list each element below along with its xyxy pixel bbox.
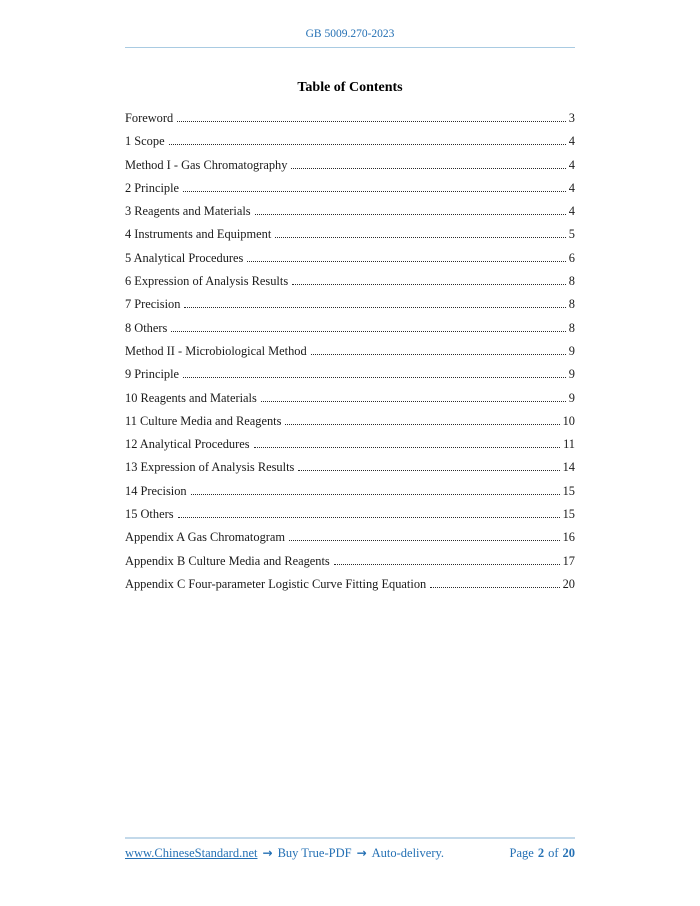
toc-leader-dots: [183, 191, 566, 192]
toc-leader-dots: [255, 214, 566, 215]
toc-leader-dots: [298, 470, 559, 471]
toc-entry-page-number: 4: [568, 134, 575, 149]
toc-entry-page-number: 9: [568, 367, 575, 382]
buy-true-pdf-label: Buy True-PDF: [277, 846, 352, 860]
website-link[interactable]: www.ChineseStandard.net: [125, 846, 258, 860]
document-footer: [125, 846, 575, 861]
toc-entry-page-number: 8: [568, 297, 575, 312]
toc-entry: [125, 577, 575, 600]
page-title: Table of Contents: [297, 80, 403, 95]
toc-entry-label: 8 Others: [125, 320, 168, 335]
toc-leader-dots: [292, 284, 566, 285]
toc-leader-dots: [291, 168, 565, 169]
toc-entry-label: 12 Analytical Procedures: [125, 437, 250, 452]
toc-leader-dots: [261, 401, 566, 402]
footer-divider: [125, 837, 575, 839]
toc-leader-dots: [285, 424, 559, 425]
total-pages-number: 20: [562, 846, 575, 860]
doc-number: GB 5009.270-2023: [305, 28, 395, 40]
toc-entry: [125, 460, 575, 483]
toc-entry-label: 2 Principle: [125, 180, 180, 195]
toc-leader-dots: [171, 331, 565, 332]
toc-entry-page-number: 4: [568, 157, 575, 172]
toc-entry-page-number: 15: [562, 507, 575, 522]
toc-entry: [125, 227, 575, 250]
toc-entry-page-number: 10: [562, 413, 575, 428]
toc-entry-label: 13 Expression of Analysis Results: [125, 460, 295, 475]
toc-entry-page-number: 17: [562, 553, 575, 568]
toc-entry-label: Appendix C Four-parameter Logistic Curve Fitting Equation: [125, 576, 427, 591]
toc-entry-page-number: 4: [568, 180, 575, 195]
toc-entry-page-number: 5: [568, 227, 575, 242]
toc-entry-label: 6 Expression of Analysis Results: [125, 274, 289, 289]
toc-entry-label: 1 Scope: [125, 134, 165, 149]
toc-entry-label: 4 Instruments and Equipment: [125, 227, 272, 242]
toc-leader-dots: [191, 494, 560, 495]
toc-entry-label: Appendix A Gas Chromatogram: [125, 530, 286, 545]
toc-entry: [125, 437, 575, 460]
toc-leader-dots: [183, 377, 566, 378]
toc-leader-dots: [177, 121, 566, 122]
toc-entry-page-number: 9: [568, 343, 575, 358]
toc-leader-dots: [289, 540, 560, 541]
toc-entry-page-number: 20: [562, 576, 575, 591]
toc-leader-dots: [334, 564, 560, 565]
toc-entry-label: Appendix B Culture Media and Reagents: [125, 553, 330, 568]
toc-entry: [125, 507, 575, 530]
toc-entry-label: 14 Precision: [125, 483, 187, 498]
toc-entry-page-number: 8: [568, 320, 575, 335]
header-divider: [125, 47, 575, 48]
toc-entry: [125, 181, 575, 204]
toc-entry: [125, 158, 575, 181]
toc-entry: [125, 484, 575, 507]
toc-leader-dots: [178, 517, 560, 518]
toc-entry-page-number: 8: [568, 274, 575, 289]
toc-entry: [125, 204, 575, 227]
toc-entry: [125, 344, 575, 367]
toc-entry-label: 15 Others: [125, 507, 174, 522]
toc-entry-label: Method II - Microbiological Method: [125, 343, 307, 358]
toc-entry: [125, 251, 575, 274]
toc-leader-dots: [247, 261, 565, 262]
toc-entry: [125, 530, 575, 553]
toc-entry-label: 5 Analytical Procedures: [125, 250, 244, 265]
toc-entry: [125, 111, 575, 134]
toc-leader-dots: [430, 587, 559, 588]
toc-leader-dots: [311, 354, 566, 355]
toc-entry-page-number: 4: [568, 204, 575, 219]
page-word: Page: [509, 846, 534, 860]
toc-entry-page-number: 9: [568, 390, 575, 405]
toc-entry-page-number: 11: [563, 437, 575, 452]
toc-entry: [125, 554, 575, 577]
footer-promo: [125, 846, 444, 861]
toc-entry-page-number: 15: [562, 483, 575, 498]
toc-entry-label: Method I - Gas Chromatography: [125, 157, 288, 172]
toc-entry-page-number: 16: [562, 530, 575, 545]
auto-delivery-label: Auto-delivery.: [371, 846, 445, 860]
toc-entry: [125, 391, 575, 414]
toc-entry-label: 7 Precision: [125, 297, 181, 312]
toc-entry: [125, 414, 575, 437]
toc-entry-label: 3 Reagents and Materials: [125, 204, 251, 219]
arrow-right-icon: →: [356, 846, 367, 860]
arrow-right-icon: →: [262, 846, 273, 860]
toc-leader-dots: [184, 307, 565, 308]
toc-entry: [125, 274, 575, 297]
toc-leader-dots: [254, 447, 561, 448]
toc-leader-dots: [169, 144, 566, 145]
of-word: of: [548, 846, 559, 860]
toc-entry-page-number: 6: [568, 250, 575, 265]
toc-entry-label: Foreword: [125, 111, 174, 125]
toc-entry: [125, 367, 575, 390]
toc-entry-page-number: 3: [568, 111, 575, 125]
toc-entry-label: 11 Culture Media and Reagents: [125, 413, 282, 428]
toc-entry: [125, 297, 575, 320]
toc-entry-label: 10 Reagents and Materials: [125, 390, 257, 405]
document-header: [125, 27, 575, 41]
toc-entry-label: 9 Principle: [125, 367, 180, 382]
toc-entry: [125, 134, 575, 157]
toc-leader-dots: [275, 237, 566, 238]
toc-entry-page-number: 14: [562, 460, 575, 475]
page-indicator: [510, 846, 575, 861]
toc-entry: [125, 321, 575, 344]
current-page-number: 2: [537, 846, 545, 860]
table-of-contents: [125, 111, 575, 600]
